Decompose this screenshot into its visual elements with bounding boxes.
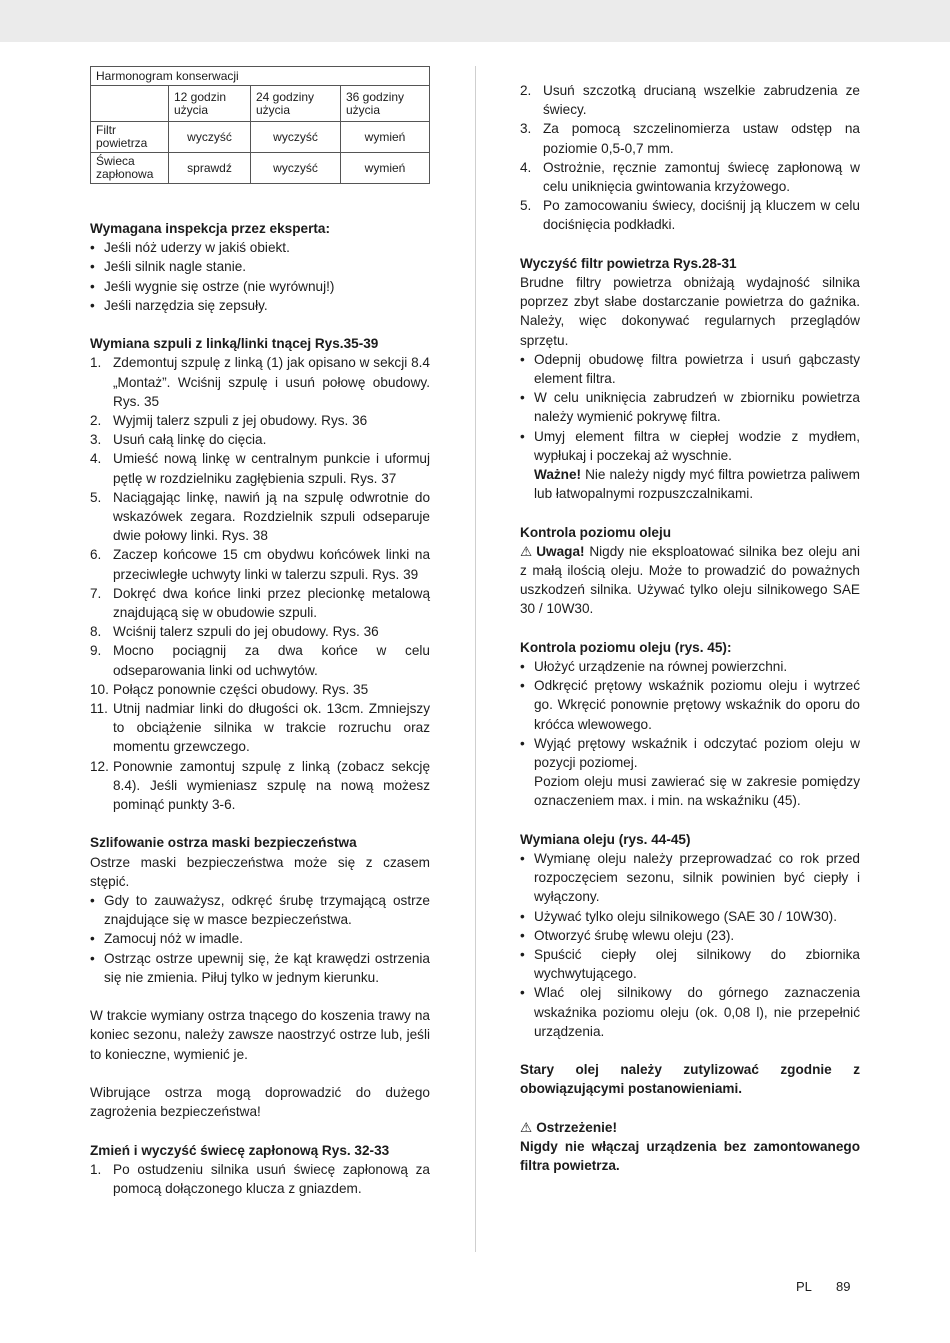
table-row [91, 153, 430, 184]
warning-paragraph [520, 542, 860, 619]
top-bar [0, 0, 950, 42]
sharpen-section [90, 833, 430, 987]
left-column [90, 66, 430, 1198]
list-item [90, 449, 430, 487]
item-text: Usuń całą linkę do cięcia. [113, 432, 267, 448]
note-label: Ważne! [534, 467, 582, 483]
list-item [520, 119, 860, 157]
item-number: 4. [520, 159, 532, 175]
paragraph: W trakcie wymiany ostrza tnącego do koszenia trawy na koniec sezonu, należy zawsze naostrzyć ostrze lub, jeśli to konieczne, wymienić je. [90, 1008, 430, 1062]
list-item [90, 584, 430, 622]
list-item: • Wyjąć prętowy wskaźnik i odczytać poziom oleju w pozycji poziomej. [520, 734, 860, 772]
item-number: 12. [90, 758, 109, 774]
item-text: Zaczep końcowe 15 cm obydwu końcówek linki na przeciwległe uchwyty linki w talerzu szpuli. Rys. 39 [113, 547, 430, 582]
inspection-section [90, 219, 430, 315]
air-filter-section [520, 254, 860, 504]
item-text: Ostrożnie, ręcznie zamontuj świecę zapłonową w celu uniknięcia gwintowania krzyżowego. [543, 159, 860, 195]
item-number: 8. [90, 624, 102, 640]
item-number: 3. [90, 432, 102, 448]
list-item [90, 353, 430, 411]
spark-plug-section [90, 1141, 430, 1199]
table-row [91, 122, 430, 153]
important-note [520, 465, 860, 503]
table-cell: wymień [341, 122, 430, 153]
list-item [90, 680, 430, 699]
table-header-cell: 12 godzin użycia [169, 86, 251, 122]
item-number: 9. [90, 643, 102, 659]
list-item: • Zamocuj nóż w imadle. [90, 929, 430, 948]
right-column [520, 81, 860, 1175]
list-item [90, 622, 430, 641]
section-heading: Zmień i wyczyść świecę zapłonową Rys. 32-33 [90, 1142, 390, 1158]
list-item: • Używać tylko oleju silnikowego (SAE 30 / 10W30). [520, 907, 860, 926]
section-heading: Szlifowanie ostrza maski bezpieczeństwa [90, 835, 357, 851]
list-item: • Spuścić ciepły olej silnikowy do zbiornika wychwytującego. [520, 945, 860, 983]
item-text: Po ostudzeniu silnika usuń świecę zapłonową za pomocą dołączonego klucza z gniazdem. [113, 1161, 430, 1197]
section-heading: Wymiana szpuli z linką/linki tnącej Rys.35-39 [90, 336, 379, 352]
warning-text: Nigdy nie włączaj urządzenia bez zamontowanego filtra powietrza. [520, 1139, 860, 1174]
warning-label: Ostrzeżenie! [536, 1119, 618, 1135]
list-item [90, 545, 430, 583]
section-heading: Kontrola poziomu oleju [520, 524, 672, 540]
final-warning [520, 1118, 860, 1176]
list-item: • Ostrząc ostrze upewnij się, że kąt krawędzi ostrzenia się nie zmienia. Piłuj tylko w jednym kierunku. [90, 949, 430, 987]
list-item [90, 430, 430, 449]
table-header-cell [91, 86, 169, 122]
table-cell: wymień [341, 153, 430, 184]
section-heading: Kontrola poziomu oleju (rys. 45): [520, 639, 732, 655]
paragraph: Ostrze maski bezpieczeństwa może się z czasem stępić. [90, 854, 430, 889]
disposal-notice: Stary olej należy zutylizować zgodnie z obowiązującymi postanowieniami. [520, 1062, 860, 1097]
item-text: Mocno pociągnij za dwa końce w celu odseparowania linki od uchwytów. [113, 643, 430, 678]
item-number: 6. [90, 547, 102, 563]
item-number: 4. [90, 451, 102, 467]
table-header-cell: 36 godziny użycia [341, 86, 430, 122]
item-text: Za pomocą szczelinomierza ustaw odstęp na poziomie 0,5-0,7 mm. [543, 121, 860, 156]
list-item: • Ułożyć urządzenie na równej powierzchni. [520, 657, 860, 676]
list-item: • Odkręcić prętowy wskaźnik poziomu oleju i wytrzeć go. Wkręcić ponownie prętowy wskaźnik do oporu do króćca wlewowego. [520, 676, 860, 734]
section-heading: Wyczyść filtr powietrza Rys.28-31 [520, 255, 737, 271]
list-item: • Wymianę oleju należy przeprowadzać co rok przed rozpoczęciem sezonu, silnik powinien być ciepły i wyłączony. [520, 849, 860, 907]
table-cell: Świeca zapłonowa [91, 153, 169, 184]
spark-plug-continued [520, 81, 860, 235]
list-item [520, 158, 860, 196]
list-item [90, 757, 430, 815]
item-text: Usuń szczotką drucianą wszelkie zabrudzenia ze świecy. [543, 83, 860, 118]
list-item: • Gdy to zauważysz, odkręć śrubę trzymającą ostrze znajdujące się w masce bezpieczeństwa. [90, 891, 430, 929]
list-item [90, 1160, 430, 1198]
list-item: • W celu uniknięcia zabrudzeń w zbiorniku powietrza należy wymienić pokrywę filtra. [520, 388, 860, 426]
section-heading: Wymagana inspekcja przez eksperta: [90, 221, 331, 236]
list-item [90, 699, 430, 757]
table-cell: wyczyść [169, 122, 251, 153]
item-text: Naciągając linkę, nawiń ją na szpulę odwrotnie do wskazówek zegara. Rozdzielnik szpuli odseparuje dwie połowy linki. Rys. 38 [113, 489, 430, 544]
list-item: • Umyj element filtra w ciepłej wodzie z mydłem, wypłukaj i poczekaj aż wyschnie. [520, 427, 860, 465]
item-text: Połącz ponownie części obudowy. Rys. 35 [113, 681, 369, 697]
oil-change-section [520, 830, 860, 1041]
language-code: PL [796, 1279, 812, 1294]
oil-level-note: Poziom oleju musi zawierać się w zakresie pomiędzy oznaczeniem max. i min. na wskaźniku (45). [534, 774, 860, 809]
list-item: • Jeśli silnik nagle stanie. [90, 257, 430, 276]
list-item: • Odepnij obudowę filtra powietrza i usuń gąbczasty element filtra. [520, 350, 860, 388]
warning-triangle-icon: ⚠ [520, 1119, 533, 1135]
oil-level-section [520, 638, 860, 811]
table-cell: sprawdź [169, 153, 251, 184]
item-number: 11. [90, 701, 108, 717]
list-item [520, 196, 860, 234]
section-heading: Wymiana oleju (rys. 44-45) [520, 831, 691, 847]
item-number: 2. [520, 83, 532, 98]
item-text: Wciśnij talerz szpuli do jej obudowy. Rys. 36 [113, 624, 379, 640]
table-cell: wyczyść [251, 153, 341, 184]
item-number: 5. [90, 489, 102, 505]
item-text: Dokręć dwa końce linki przez plecionkę metalową znajdującą się w obudowie szpuli. [113, 585, 430, 621]
note-text: Nie należy nigdy myć filtra powietrza paliwem lub łatwopalnymi rozpuszczalnikami. [534, 467, 860, 502]
list-item: • Otworzyć śrubę wlewu oleju (23). [520, 926, 860, 945]
item-number: 3. [520, 121, 532, 137]
spool-section [90, 334, 430, 814]
item-text: Ponownie zamontuj szpulę z linką (zobacz sekcję 8.4). Jeśli wymieniasz szpulę na nową możesz pominąć punkty 3-6. [113, 758, 430, 813]
list-item: • Jeśli wygnie się ostrze (nie wyrównuj!) [90, 277, 430, 296]
list-item: • Jeśli narzędzia się zepsuły. [90, 296, 430, 315]
list-item: • Jeśli nóż uderzy w jakiś obiekt. [90, 238, 430, 257]
list-item: • Wlać olej silnikowy do górnego zaznaczenia wskaźnika poziomu oleju (ok. 0,08 l), nie przepełnić urządzenia. [520, 983, 860, 1041]
item-number: 2. [90, 413, 102, 429]
table-cell: Filtr powietrza [91, 122, 169, 153]
item-number: 5. [520, 198, 532, 214]
list-item [520, 81, 860, 119]
warning-label: Uwaga! [536, 543, 585, 559]
list-item [90, 488, 430, 546]
list-item [90, 641, 430, 679]
item-text: Wyjmij talerz szpuli z jej obudowy. Rys. 36 [113, 413, 368, 429]
item-number: 1. [90, 355, 102, 371]
paragraph: Brudne filtry powietrza obniżają wydajność silnika poprzez zbyt słabe dostarczanie powietrza do gaźnika. Należy, więc dokonywać regularnych przeglądów sprzętu. [520, 275, 860, 348]
item-number: 7. [90, 585, 102, 601]
list-item [90, 411, 430, 430]
item-text: Utnij nadmiar linki do długości ok. 13cm. Zmniejszy to obciążenie silnika w trakcie rozruchu oraz momentu grzewczego. [113, 701, 430, 755]
table-header-cell: 24 godziny użycia [251, 86, 341, 122]
item-number: 10. [90, 681, 109, 697]
oil-check-section [520, 523, 860, 619]
warning-triangle-icon: ⚠ [520, 543, 533, 559]
warning-heading [520, 1118, 860, 1137]
table-cell: wyczyść [251, 122, 341, 153]
paragraph: Wibrujące ostrza mogą doprowadzić do dużego zagrożenia bezpieczeństwa! [90, 1085, 430, 1120]
warning-text: Nigdy nie eksploatować silnika bez oleju ani z małą ilością oleju. Może to prowadzić do poważnych uszkodzeń silnika. Używać tylko oleju silnikowego SAE 30 / 10W30. [520, 543, 860, 617]
item-text: Po zamocowaniu świecy, dociśnij ją kluczem w celu dociśnięcia podkładki. [543, 198, 860, 233]
item-number: 1. [90, 1161, 102, 1177]
item-text: Umieść nową linkę w centralnym punkcie i uformuj pętlę w rozdzielniku zagłębienia szpuli. Rys. 37 [113, 451, 430, 486]
column-divider [475, 66, 476, 1252]
page-number: 89 [836, 1279, 851, 1294]
table-title: Harmonogram konserwacji [91, 67, 430, 86]
item-text: Zdemontuj szpulę z linką (1) jak opisano w sekcji 8.4 „Montaż”. Wciśnij szpulę i usuń połowę obudowy. Rys. 35 [113, 355, 430, 409]
maintenance-schedule-table [90, 66, 430, 184]
